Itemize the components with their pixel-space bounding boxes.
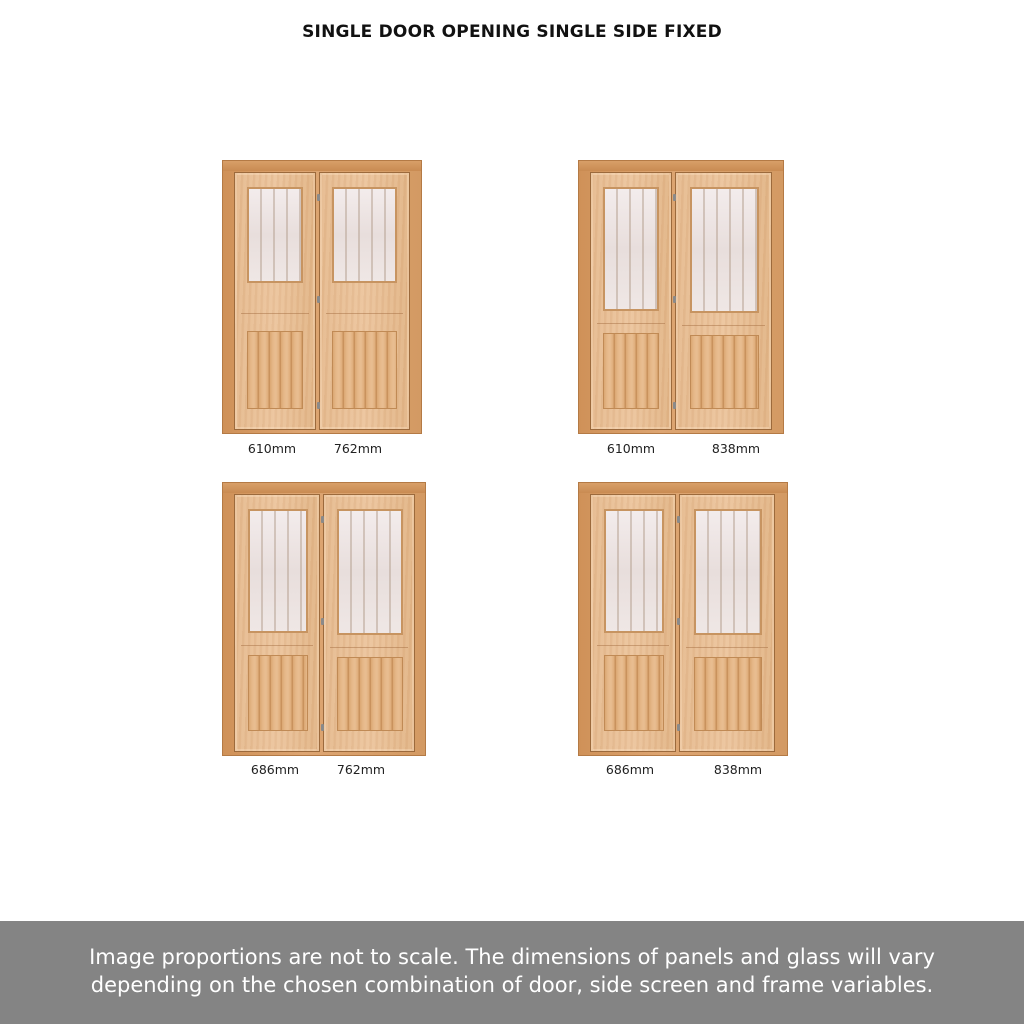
door-width-label: 838mm (713, 762, 763, 777)
door-width-label: 838mm (711, 441, 761, 456)
hinge (317, 194, 320, 201)
hinge (673, 194, 676, 201)
door-configuration-4 (578, 482, 788, 756)
door-panel (332, 331, 397, 409)
side-screen-width-label: 610mm (606, 441, 656, 456)
side-screen-panel (604, 655, 664, 731)
disclaimer-line-1: Image proportions are not to scale. The dimensions of panels and glass will vary (89, 945, 935, 969)
side-screen-leaf (234, 494, 320, 752)
hinge (677, 724, 680, 731)
hinge (321, 516, 324, 523)
door-panel (337, 657, 403, 731)
side-screen-glass (248, 509, 308, 633)
door-leaf (323, 494, 415, 752)
door-glass (332, 187, 397, 283)
side-screen-glass (247, 187, 303, 283)
side-screen-leaf (234, 172, 316, 430)
side-screen-glass (604, 509, 664, 633)
hinge (673, 402, 676, 409)
door-panel (690, 335, 759, 409)
side-screen-leaf (590, 172, 672, 430)
door-panel (694, 657, 762, 731)
door-leaf (675, 172, 772, 430)
door-leaf (319, 172, 410, 430)
side-screen-width-label: 686mm (250, 762, 300, 777)
side-screen-panel (248, 655, 308, 731)
door-glass (694, 509, 762, 635)
page-title: SINGLE DOOR OPENING SINGLE SIDE FIXED (302, 22, 722, 42)
door-leaf (679, 494, 775, 752)
hinge (677, 618, 680, 625)
side-screen-leaf (590, 494, 676, 752)
door-width-label: 762mm (336, 762, 386, 777)
door-configuration-3 (222, 482, 426, 756)
hinge (317, 402, 320, 409)
hinge (321, 724, 324, 731)
hinge (321, 618, 324, 625)
disclaimer-line-2: depending on the chosen combination of door, side screen and frame variables. (90, 973, 934, 997)
side-screen-width-label: 610mm (247, 441, 297, 456)
side-screen-glass (603, 187, 659, 311)
side-screen-panel (603, 333, 659, 409)
hinge (677, 516, 680, 523)
side-screen-panel (247, 331, 303, 409)
door-width-label: 762mm (333, 441, 383, 456)
hinge (317, 296, 320, 303)
door-glass (690, 187, 759, 313)
disclaimer-banner (0, 921, 1024, 1024)
hinge (673, 296, 676, 303)
door-configuration-1 (222, 160, 422, 434)
door-glass (337, 509, 403, 635)
side-screen-width-label: 686mm (605, 762, 655, 777)
door-configuration-2 (578, 160, 784, 434)
